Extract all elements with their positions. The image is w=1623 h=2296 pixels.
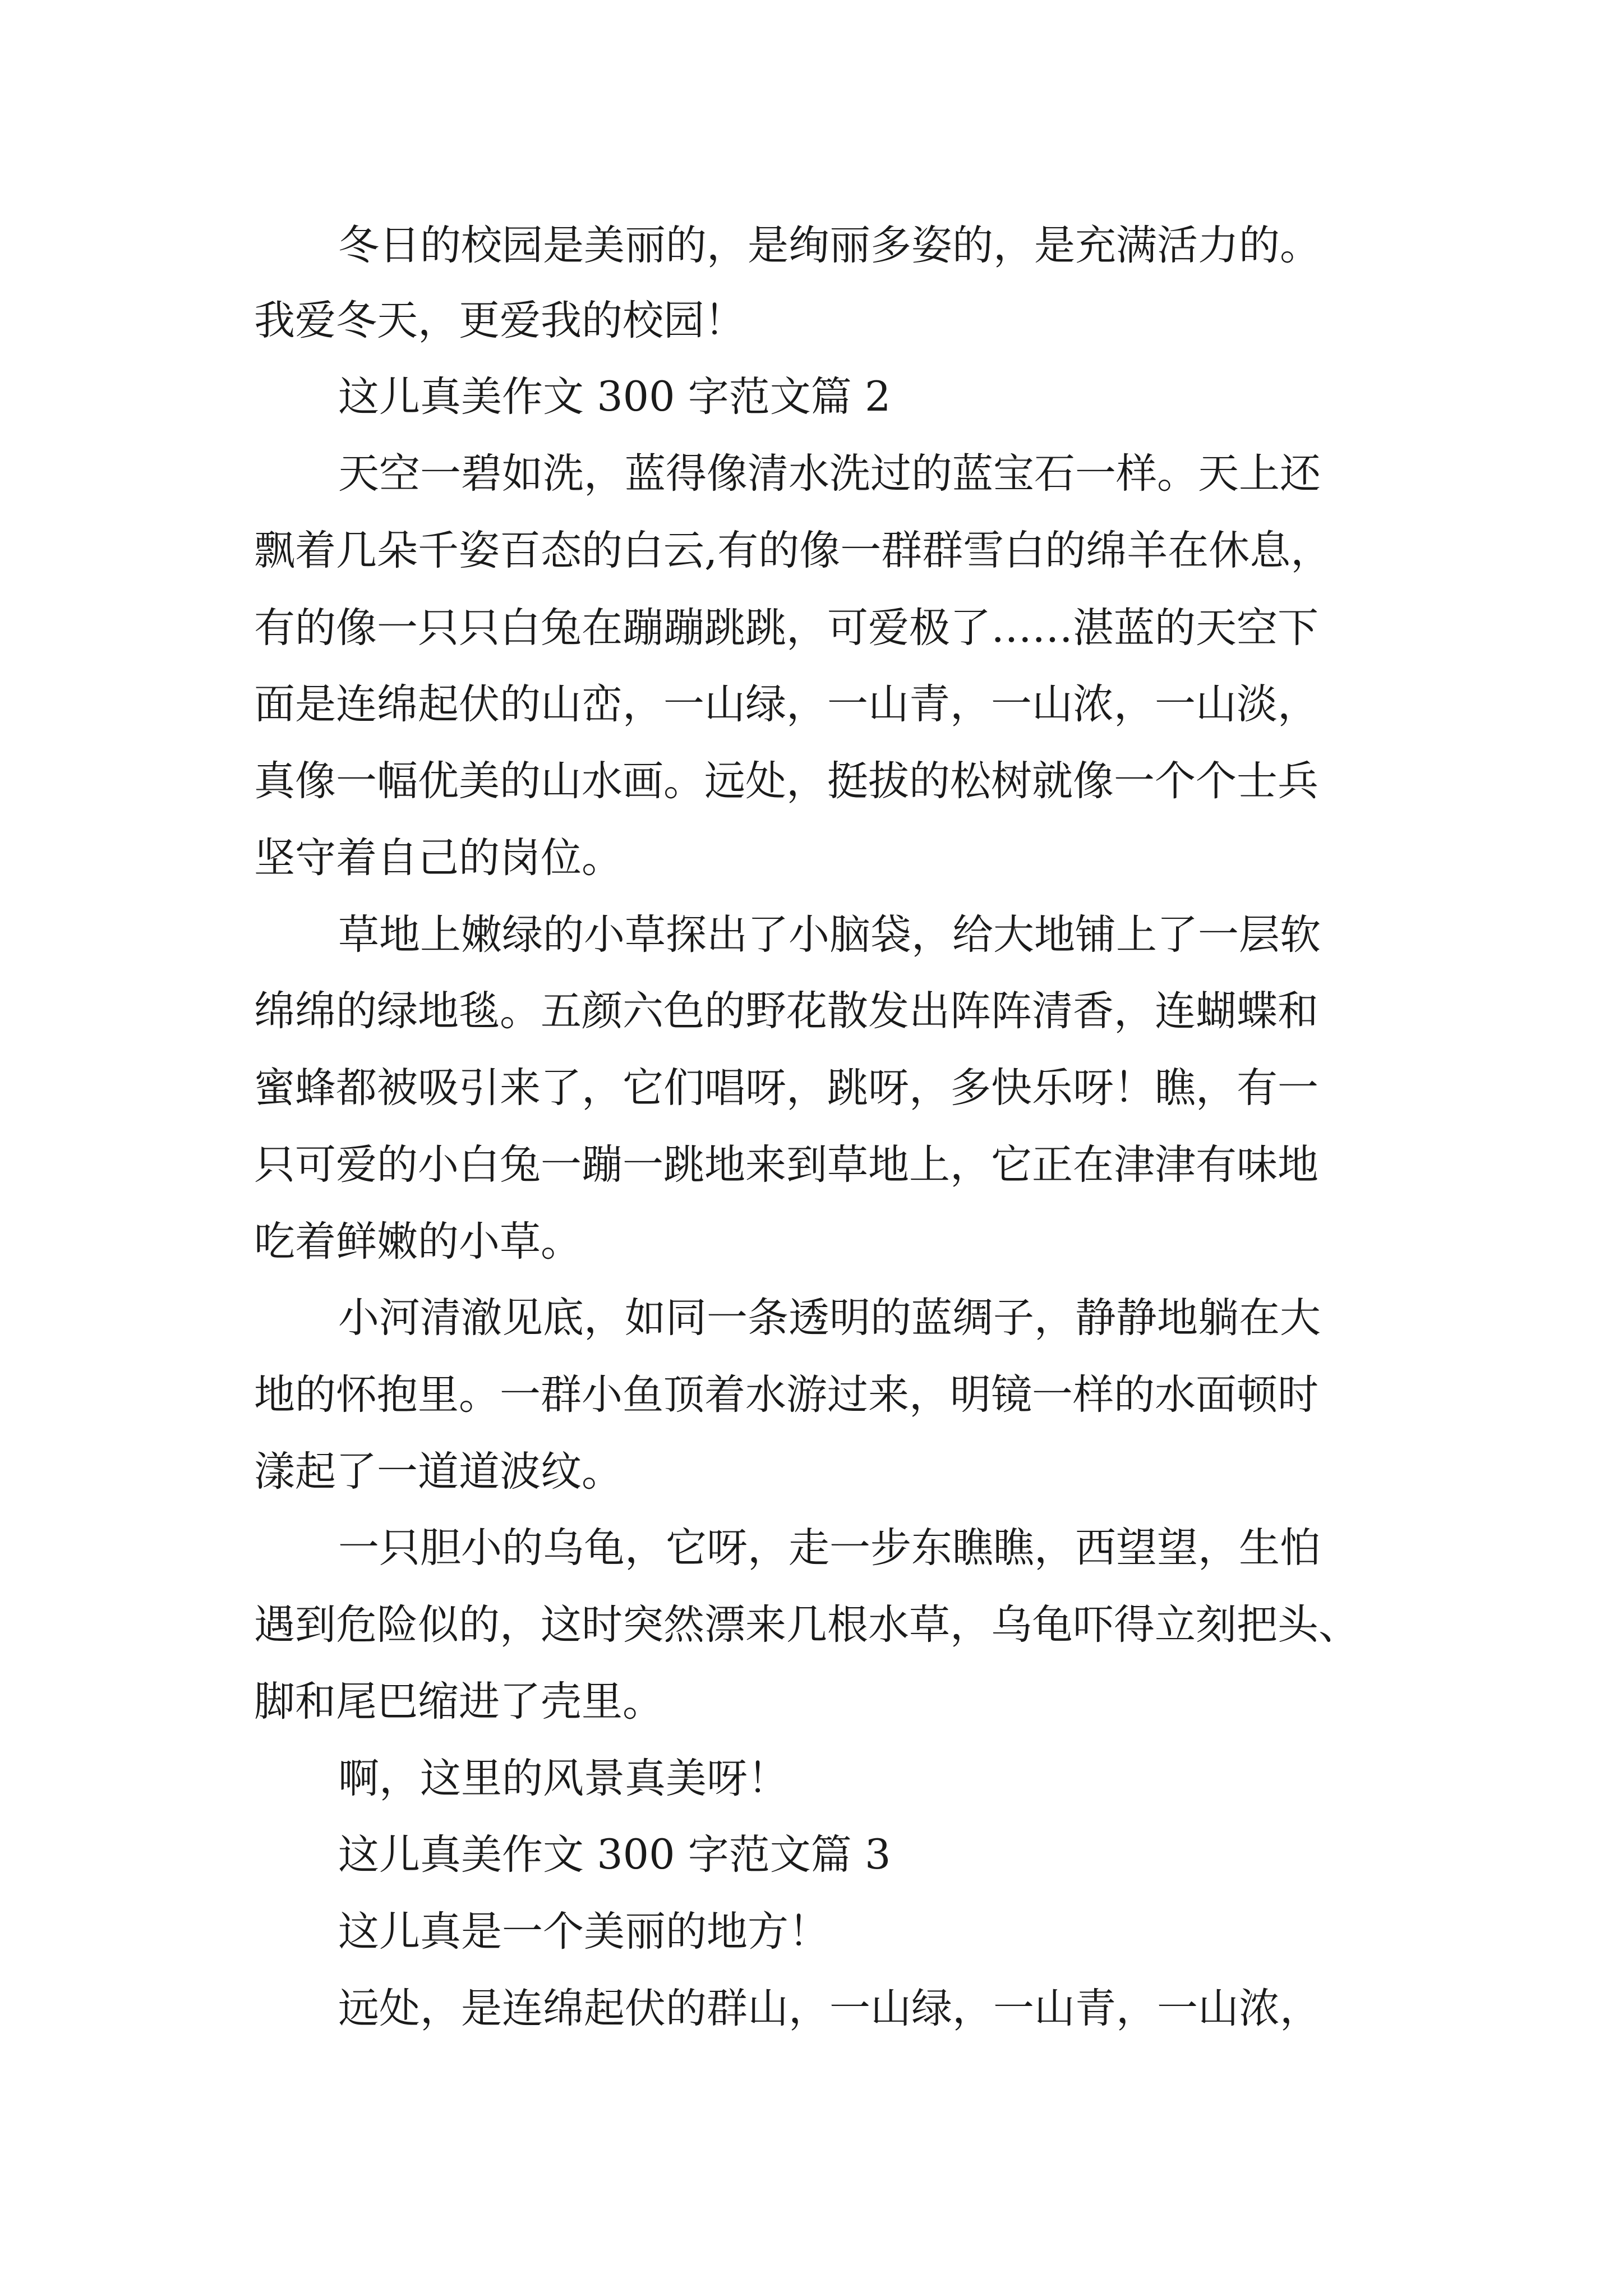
text-line: 只可爱的小白兔一蹦一跳地来到草地上，它正在津津有味地: [254, 1141, 1318, 1189]
text-line: 啊，这里的风景真美呀！: [338, 1755, 789, 1802]
text-line: 我爱冬天，更爱我的校园！: [254, 297, 745, 344]
section-heading: 这儿真美作文 300 字范文篇 3: [338, 1831, 891, 1879]
text-line: 地的怀抱里。一群小鱼顶着水游过来，明镜一样的水面顿时: [254, 1371, 1318, 1419]
text-line: 这儿真是一个美丽的地方！: [338, 1908, 829, 1955]
text-line: 冬日的校园是美丽的，是绚丽多姿的，是充满活力的。: [338, 222, 1321, 269]
text-line: 飘着几朵千姿百态的白云,有的像一群群雪白的绵羊在休息，: [254, 527, 1332, 574]
text-line: 蜜蜂都被吸引来了，它们唱呀，跳呀，多快乐呀！瞧，有一: [254, 1064, 1318, 1112]
text-line: 小河清澈见底，如同一条透明的蓝绸子，静静地躺在大: [338, 1294, 1321, 1342]
text-line: 绵绵的绿地毯。五颜六色的野花散发出阵阵清香，连蝴蝶和: [254, 987, 1318, 1035]
text-line: 吃着鲜嫩的小草。: [254, 1218, 582, 1266]
text-line: 草地上嫩绿的小草探出了小脑袋，给大地铺上了一层软: [338, 911, 1321, 959]
text-line: 面是连绵起伏的山峦，一山绿，一山青，一山浓，一山淡，: [254, 680, 1318, 728]
text-line: 坚守着自己的岗位。: [254, 834, 623, 882]
text-line: 遇到危险似的，这时突然漂来几根水草，乌龟吓得立刻把头、: [254, 1601, 1359, 1649]
text-line: 天空一碧如洗，蓝得像清水洗过的蓝宝石一样。天上还: [338, 450, 1321, 498]
text-line: 一只胆小的乌龟，它呀，走一步东瞧瞧，西望望，生怕: [338, 1524, 1321, 1572]
text-line: 漾起了一道道波纹。: [254, 1448, 623, 1496]
text-line: 远处，是连绵起伏的群山，一山绿，一山青，一山浓，: [338, 1985, 1321, 2032]
section-heading: 这儿真美作文 300 字范文篇 2: [338, 373, 891, 421]
text-line: 脚和尾巴缩进了壳里。: [254, 1678, 663, 1726]
text-line: 有的像一只只白兔在蹦蹦跳跳，可爱极了……湛蓝的天空下: [254, 604, 1318, 652]
text-line: 真像一幅优美的山水画。远处，挺拔的松树就像一个个士兵: [254, 757, 1318, 805]
